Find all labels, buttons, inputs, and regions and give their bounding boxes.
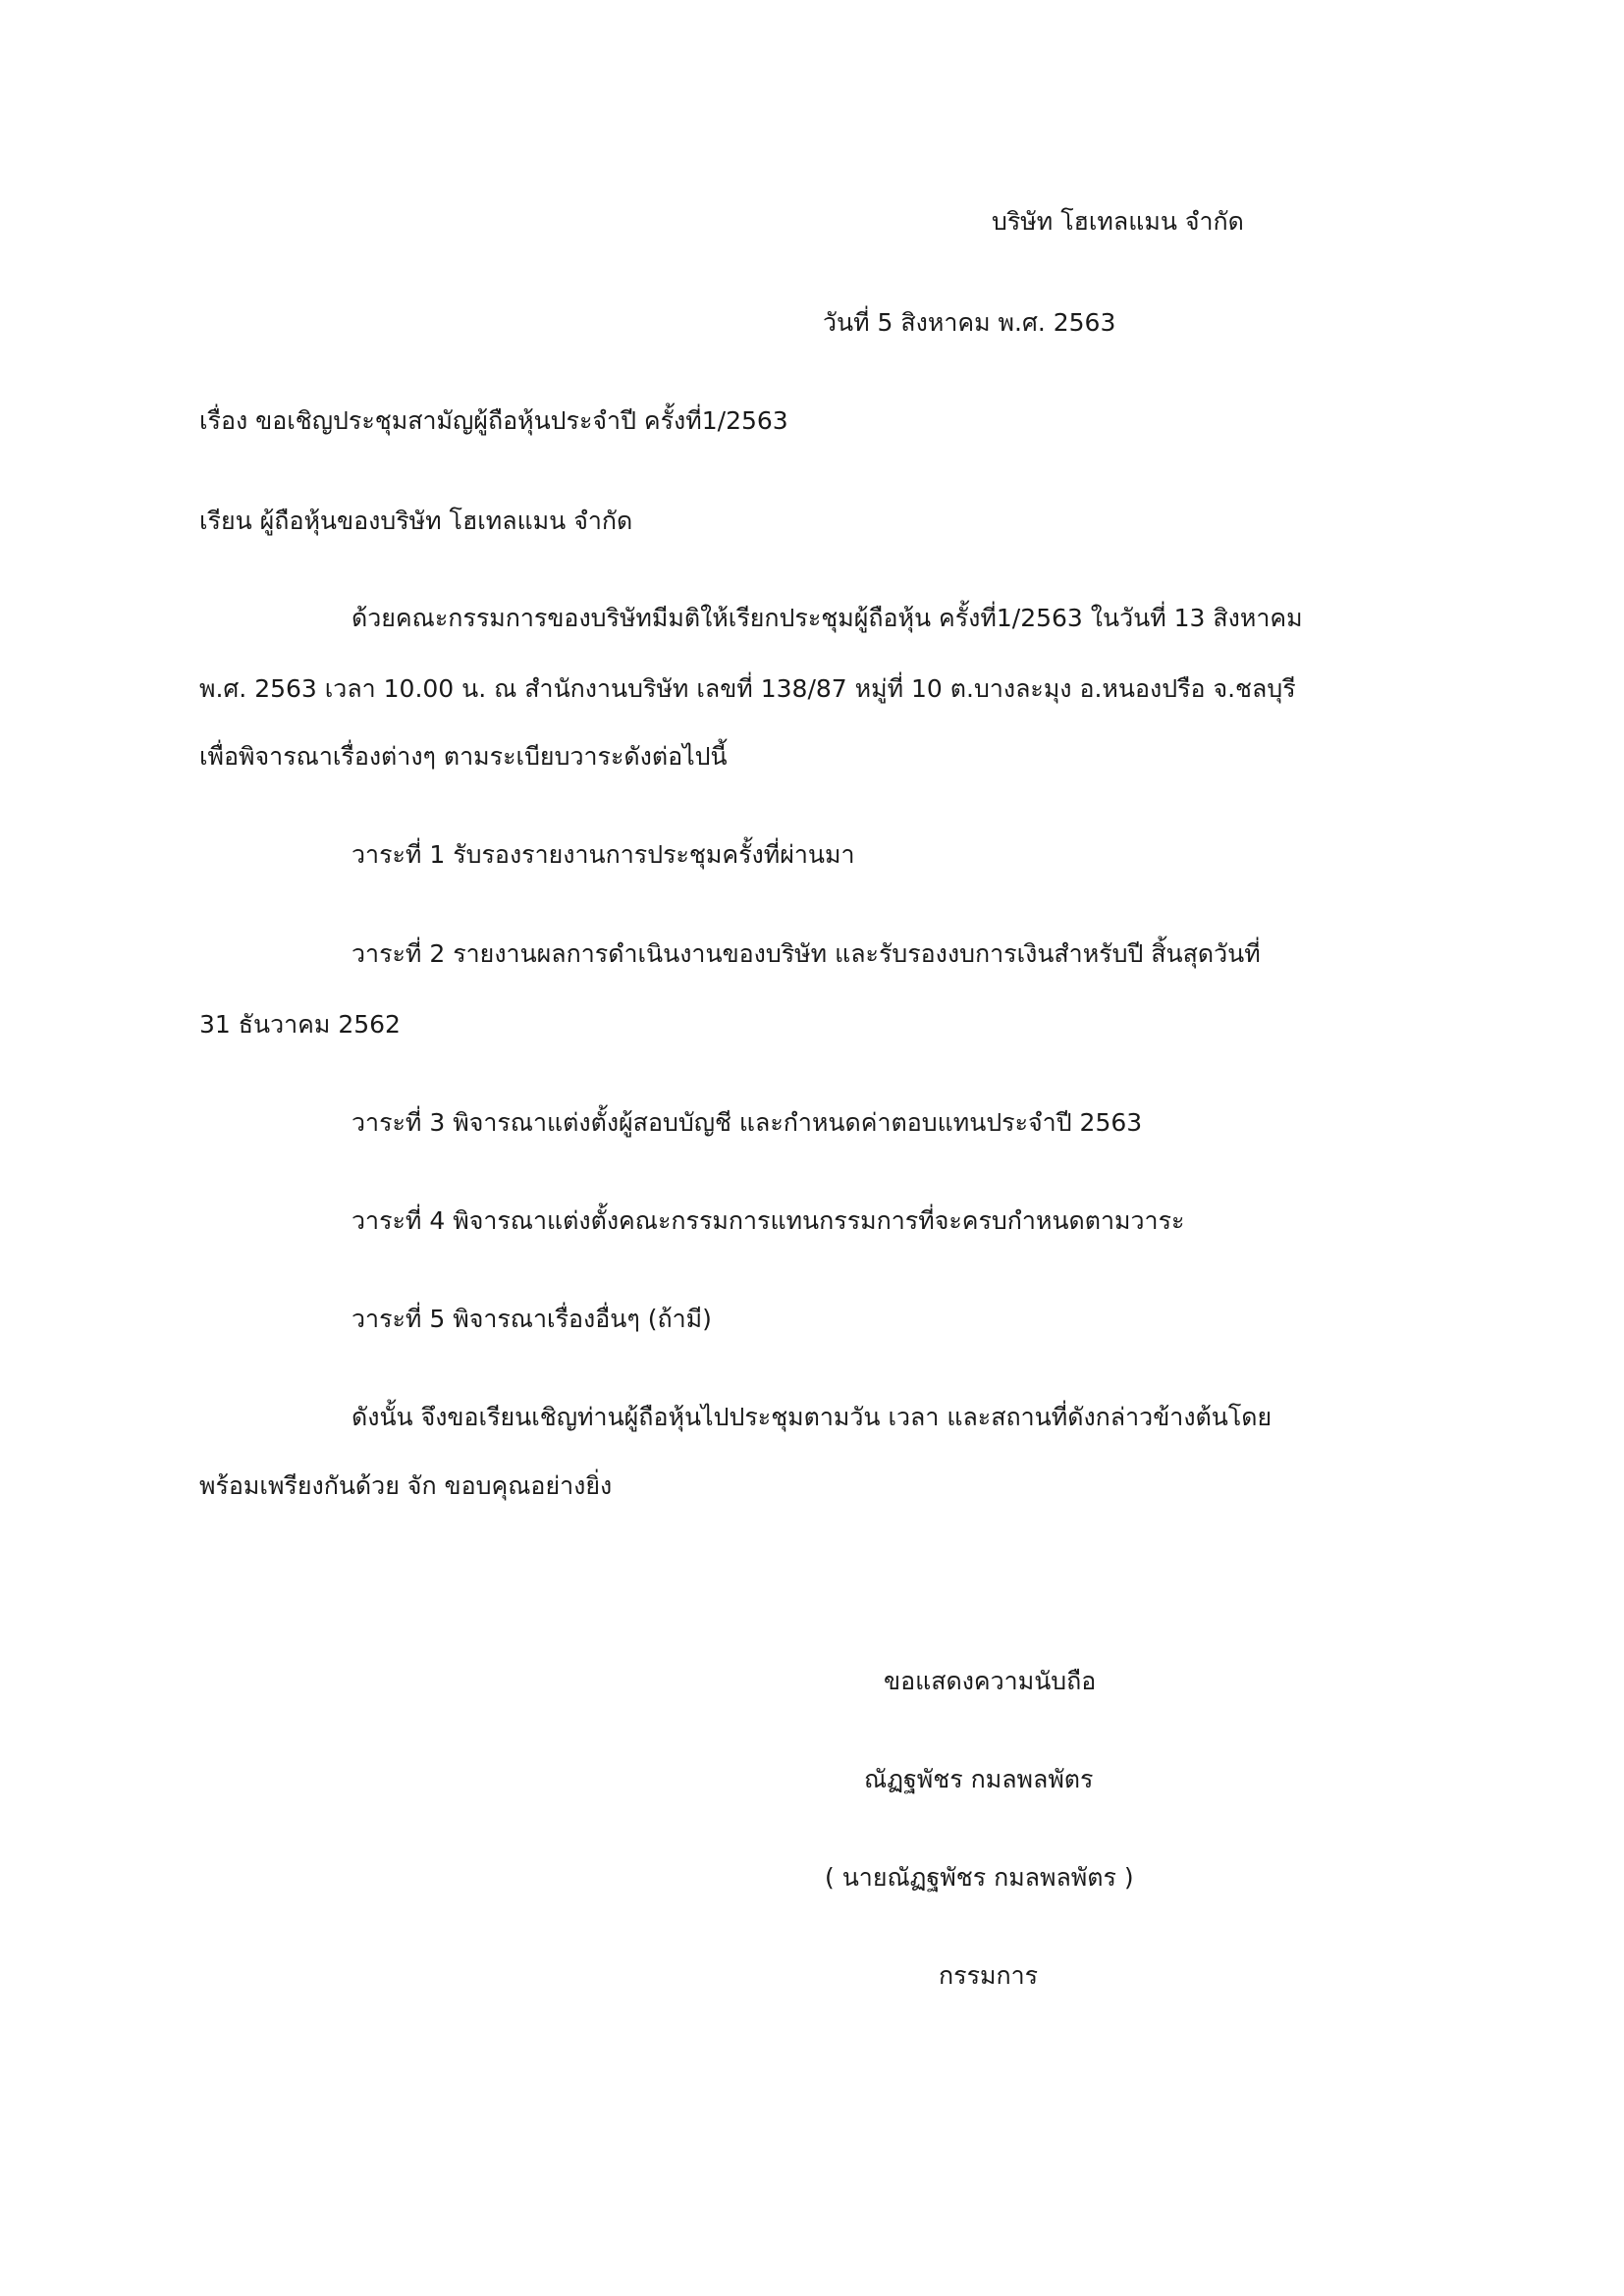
agenda-item-3: วาระที่ 3 พิจารณาแต่งตั้งผู้สอบบัญชี และกำหนดค่าตอบแทนประจำปี 2563: [352, 1108, 1143, 1137]
signature-regards: ขอแสดงความนับถือ: [884, 1667, 1097, 1695]
signature-title: กรรมการ: [939, 1961, 1039, 1990]
agenda-item-5: วาระที่ 5 พิจารณาเรื่องอื่นๆ (ถ้ามี): [352, 1305, 712, 1333]
company-name: บริษัท โฮเทลแมน จำกัด: [992, 207, 1244, 236]
intro-line-1: ด้วยคณะกรรมการของบริษัทมีมติให้เรียกประชุมผู้ถือหุ้น ครั้งที่1/2563 ในวันที่ 13 สิงหาคม: [352, 604, 1303, 632]
recipient-line: เรียน ผู้ถือหุ้นของบริษัท โฮเทลแมน จำกัด: [199, 507, 633, 535]
agenda-item-4: วาระที่ 4 พิจารณาแต่งตั้งคณะกรรมการแทนกรรมการที่จะครบกำหนดตามวาระ: [352, 1206, 1185, 1235]
closing-line-1: ดังนั้น จึงขอเรียนเชิญท่านผู้ถือหุ้นไปประชุมตามวัน เวลา และสถานที่ดังกล่าวข้างต้นโดย: [352, 1403, 1272, 1431]
agenda-item-1: วาระที่ 1 รับรองรายงานการประชุมครั้งที่ผ่านมา: [352, 840, 855, 869]
agenda-item-2-continuation: 31 ธันวาคม 2562: [199, 1010, 401, 1039]
agenda-item-2: วาระที่ 2 รายงานผลการดำเนินงานของบริษัท และรับรองงบการเงินสำหรับปี สิ้นสุดวันที่: [352, 939, 1261, 968]
intro-line-3: เพื่อพิจารณาเรื่องต่างๆ ตามระเบียบวาระดังต่อไปนี้: [199, 742, 728, 771]
closing-line-2: พร้อมเพรียงกันด้วย จัก ขอบคุณอย่างยิ่ง: [199, 1471, 613, 1500]
subject-line: เรื่อง ขอเชิญประชุมสามัญผู้ถือหุ้นประจำปี ครั้งที่1/2563: [199, 406, 788, 435]
signature-name: ณัฏฐพัชร กมลพลพัตร: [864, 1765, 1094, 1793]
letter-date: วันที่ 5 สิงหาคม พ.ศ. 2563: [823, 308, 1116, 337]
signature-full-name: ( นายณัฏฐพัชร กมลพลพัตร ): [825, 1863, 1134, 1892]
intro-line-2: พ.ศ. 2563 เวลา 10.00 น. ณ สำนักงานบริษัท เลขที่ 138/87 หมู่ที่ 10 ต.บางละมุง อ.หนองปรือ จ.ชลบุรี: [199, 674, 1296, 703]
